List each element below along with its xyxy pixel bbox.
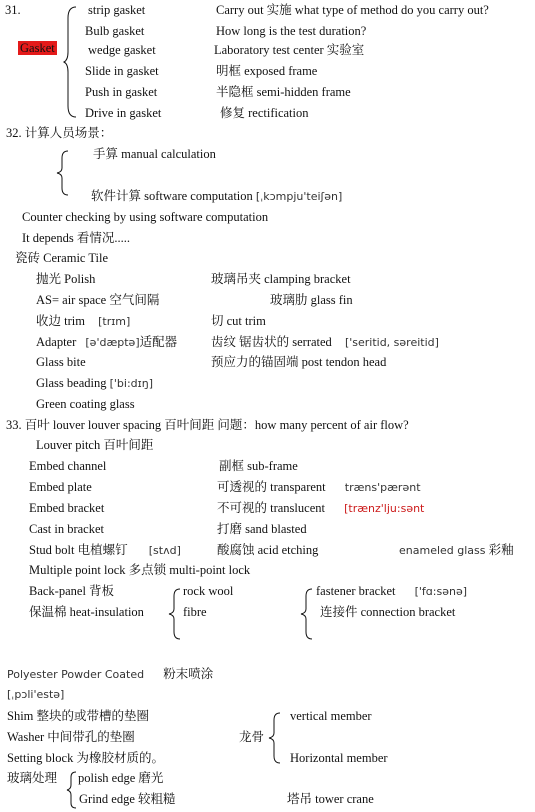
serrated-phonetic: ['seritid, səreitid] bbox=[344, 336, 439, 349]
heat-insulation-term: 保温棉 heat-insulation bbox=[29, 605, 144, 619]
serrated-term: 齿纹 锯齿状的 serrated ['seritid, səreitid] bbox=[211, 335, 439, 349]
translucent-term: 不可视的 translucent [trænz'lju:sənt bbox=[217, 501, 425, 515]
embed-bracket-term: Embed bracket bbox=[29, 501, 105, 515]
shim-term: Shim 整块的或带槽的垫圈 bbox=[7, 709, 150, 723]
air-space-term: AS= air space 空气间隔 bbox=[36, 293, 160, 307]
trim-term: 收边 trim [trɪm] bbox=[36, 314, 131, 328]
polish-edge-term: polish edge 磨光 bbox=[78, 771, 164, 785]
insulation-brace bbox=[168, 588, 182, 640]
counter-checking-text: Counter checking by using software computation bbox=[22, 210, 269, 224]
cut-trim-term: 切 cut trim bbox=[211, 314, 266, 328]
fibre-term: fibre bbox=[183, 605, 207, 619]
carry-out-question: Carry out 实施 what type of method do you carry out? bbox=[216, 3, 489, 17]
sand-blasted-term: 打磨 sand blasted bbox=[217, 522, 307, 536]
back-panel-term: Back-panel 背板 bbox=[29, 584, 115, 598]
gasket-brace bbox=[64, 6, 78, 118]
ceramic-tile-heading: 瓷砖 Ceramic Tile bbox=[15, 251, 109, 265]
section-33-heading: 33. 百叶 louver louver spacing 百叶间距 问题：how many percent of air flow? bbox=[6, 418, 409, 432]
software-computation-term: 软件计算 software computation [ˌkɔmpju'teiʃən] bbox=[91, 189, 343, 203]
software-computation-phonetic: [ˌkɔmpju'teiʃən] bbox=[255, 190, 343, 203]
clamping-bracket-term: 玻璃吊夹 clamping bracket bbox=[211, 272, 351, 286]
rock-wool-term: rock wool bbox=[183, 584, 234, 598]
embed-channel-term: Embed channel bbox=[29, 459, 107, 473]
fastener-phonetic: ['fɑ:sənə] bbox=[414, 585, 467, 598]
polish-term: 抛光 Polish bbox=[36, 272, 96, 286]
glass-bite-term: Glass bite bbox=[36, 355, 86, 369]
exposed-frame-term: 明框 exposed frame bbox=[216, 64, 318, 78]
stud-phonetic: [stʌd] bbox=[148, 544, 181, 557]
calculation-brace bbox=[56, 150, 70, 196]
translucent-phonetic: [trænz'lju:sənt bbox=[344, 502, 425, 515]
method-wedge-gasket: wedge gasket bbox=[88, 43, 156, 57]
glass-processing-term: 玻璃处理 bbox=[7, 771, 58, 785]
transparent-term: 可透视的 transparent træns'pærənt bbox=[217, 480, 421, 494]
embed-plate-term: Embed plate bbox=[29, 480, 92, 494]
trim-phonetic: [trɪm] bbox=[98, 315, 131, 328]
manual-calculation-term: 手算 manual calculation bbox=[93, 147, 216, 161]
enameled-glass-term: enameled glass 彩釉 bbox=[399, 543, 514, 557]
edge-brace bbox=[66, 771, 78, 809]
fastener-bracket-term: fastener bracket ['fɑ:sənə] bbox=[316, 584, 467, 598]
laboratory-term: Laboratory test center 实验室 bbox=[214, 43, 365, 57]
method-drive-in-gasket: Drive in gasket bbox=[85, 106, 162, 120]
green-coating-glass-term: Green coating glass bbox=[36, 397, 135, 411]
keel-term: 龙骨 bbox=[239, 730, 265, 744]
beading-phonetic: ['bi:dɪŋ] bbox=[109, 377, 154, 390]
adapter-term: Adapter [ə'dæptə]适配器 bbox=[36, 335, 178, 349]
glass-fin-term: 玻璃肋 glass fin bbox=[270, 293, 353, 307]
horizontal-member-term: Horizontal member bbox=[290, 751, 388, 765]
post-tendon-head-term: 预应力的锚固端 post tendon head bbox=[211, 355, 387, 369]
bracket-brace bbox=[300, 588, 314, 640]
powder-coated-term: Polyester Powder Coated 粉末喷涂 bbox=[7, 667, 214, 681]
semi-hidden-frame-term: 半隐框 semi-hidden frame bbox=[216, 85, 351, 99]
stud-bolt-term: Stud bolt 电植螺钉 [stʌd] bbox=[29, 543, 181, 557]
method-push-in-gasket: Push in gasket bbox=[85, 85, 158, 99]
adapter-phonetic: [ə'dæptə] bbox=[85, 336, 140, 349]
keel-brace bbox=[268, 712, 282, 764]
multi-point-lock-term: Multiple point lock 多点锁 multi-point lock bbox=[29, 563, 251, 577]
rectification-term: 修复 rectification bbox=[220, 106, 309, 120]
acid-etching-term: 酸腐蚀 acid etching bbox=[217, 543, 319, 557]
method-slide-in-gasket: Slide in gasket bbox=[85, 64, 159, 78]
vertical-member-term: vertical member bbox=[290, 709, 372, 723]
transparent-phonetic: træns'pærənt bbox=[344, 481, 421, 494]
sub-frame-term: 副框 sub-frame bbox=[219, 459, 298, 473]
method-bulb-gasket: Bulb gasket bbox=[85, 24, 145, 38]
polyester-phonetic: [ˌpɔli'estə] bbox=[7, 688, 65, 701]
louver-pitch-term: Louver pitch 百叶间距 bbox=[36, 438, 154, 452]
grind-edge-term: Grind edge 较粗糙 bbox=[79, 792, 176, 806]
section-31-number: 31. bbox=[5, 3, 21, 17]
gasket-highlight-label: Gasket bbox=[20, 41, 55, 55]
setting-block-term: Setting block 为橡胶材质的。 bbox=[7, 751, 164, 765]
connection-bracket-term: 连接件 connection bracket bbox=[320, 605, 456, 619]
section-32-heading: 32. 计算人员场景： bbox=[6, 126, 113, 140]
it-depends-text: It depends 看情况..... bbox=[22, 231, 130, 245]
method-strip-gasket: strip gasket bbox=[88, 3, 146, 17]
tower-crane-term: 塔吊 tower crane bbox=[287, 792, 374, 806]
glass-beading-term: Glass beading ['bi:dɪŋ] bbox=[36, 376, 154, 390]
washer-term: Washer 中间带孔的垫圈 bbox=[7, 730, 135, 744]
test-duration-question: How long is the test duration? bbox=[216, 24, 367, 38]
cast-in-bracket-term: Cast in bracket bbox=[29, 522, 104, 536]
